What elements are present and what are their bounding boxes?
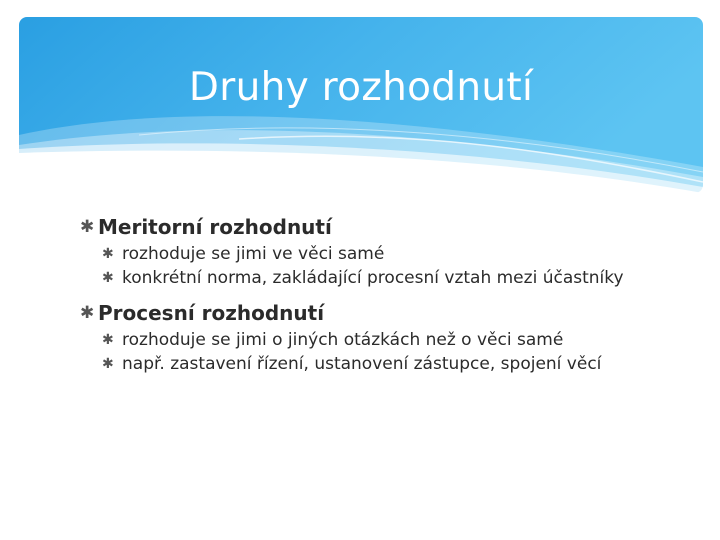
asterisk-bullet-icon: ✱ (80, 303, 95, 323)
asterisk-bullet-icon: ✱ (102, 270, 114, 286)
sub-bullet (58, 328, 658, 352)
bullet-procesni (58, 298, 658, 328)
asterisk-bullet-icon: ✱ (102, 246, 114, 262)
slide-title: Druhy rozhodnutí (188, 65, 534, 110)
sub-bullet (58, 352, 658, 376)
bullet-label: Meritorní rozhodnutí (98, 215, 332, 239)
sub-bullet-text: rozhoduje se jimi ve věci samé (122, 244, 385, 264)
asterisk-bullet-icon: ✱ (80, 217, 95, 237)
asterisk-bullet-icon: ✱ (102, 332, 114, 348)
slide-content (58, 212, 658, 376)
sub-bullet (58, 242, 658, 266)
asterisk-bullet-icon: ✱ (102, 356, 114, 372)
sub-bullet-text: např. zastavení řízení, ustanovení zástupce, spojení věcí (122, 354, 602, 374)
sub-bullet-text: konkrétní norma, zakládající procesní vztah mezi účastníky (122, 268, 624, 288)
sub-bullet (58, 266, 658, 290)
title-banner (19, 17, 703, 193)
sub-bullet-text: rozhoduje se jimi o jiných otázkách než o věci samé (122, 330, 564, 350)
bullet-label: Procesní rozhodnutí (98, 301, 325, 325)
bullet-meritorni (58, 212, 658, 242)
